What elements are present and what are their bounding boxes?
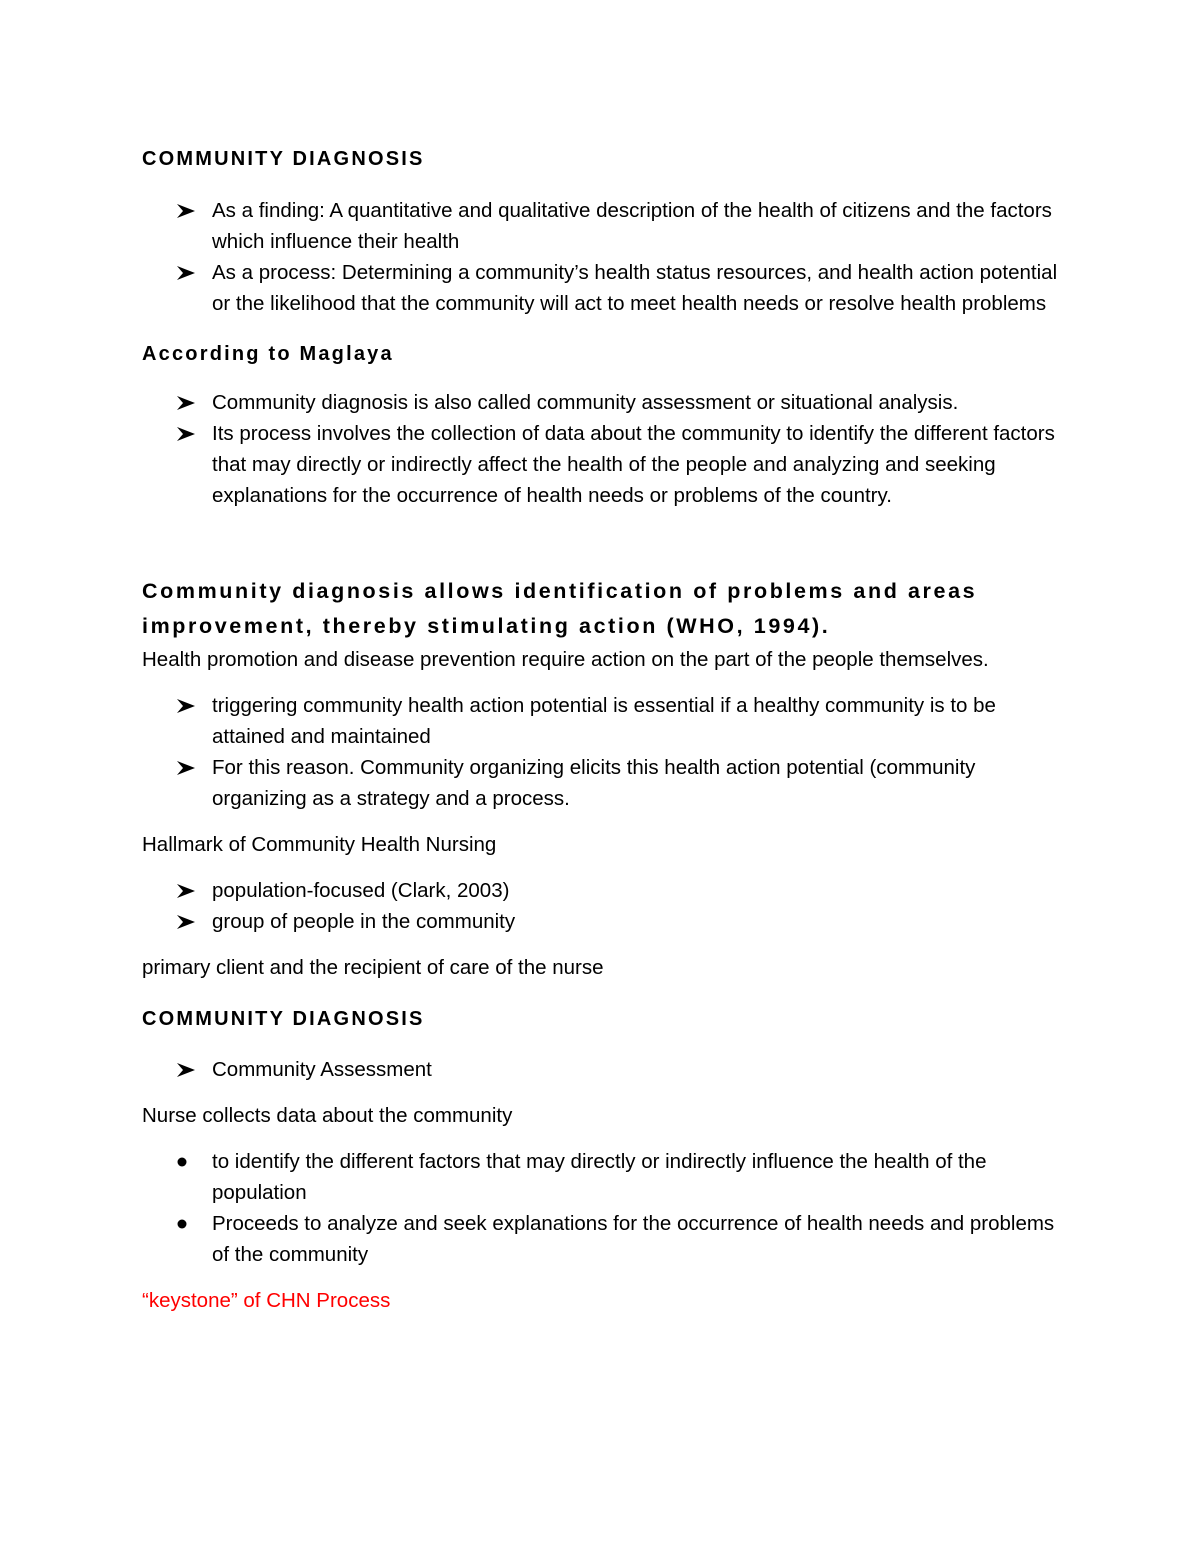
list-item-text: Proceeds to analyze and seek explanations for the occurrence of health needs and problems of the community bbox=[212, 1212, 1055, 1266]
list-item-text: to identify the different factors that may directly or indirectly influence the health of the population bbox=[212, 1150, 987, 1204]
round-bullet-icon bbox=[176, 1146, 198, 1177]
arrowhead-bullet-icon bbox=[176, 257, 198, 288]
list-action-potential bbox=[142, 690, 1062, 814]
list-item-text: As a finding: A quantitative and qualitative description of the health of citizens and the factors which influence their health bbox=[212, 199, 1052, 253]
section-heading-who: Community diagnosis allows identification of problems and areas improvement, thereby stimulating action (WHO, 1994). bbox=[142, 579, 978, 638]
paragraph-hallmark: Hallmark of Community Health Nursing bbox=[142, 833, 497, 856]
document-content bbox=[142, 146, 1062, 1316]
round-bullet-icon bbox=[176, 1208, 198, 1239]
list-finding-process bbox=[142, 195, 1062, 319]
list-item bbox=[142, 690, 1062, 752]
list-item bbox=[142, 1054, 1062, 1085]
section-heading-community-diagnosis: COMMUNITY DIAGNOSIS bbox=[142, 148, 425, 170]
arrowhead-bullet-icon bbox=[176, 195, 198, 226]
arrowhead-bullet-icon bbox=[176, 1054, 198, 1085]
list-item bbox=[142, 906, 1062, 937]
list-nurse-tasks bbox=[142, 1146, 1062, 1270]
list-item bbox=[142, 1146, 1062, 1208]
list-community-assessment bbox=[142, 1054, 1062, 1085]
list-item bbox=[142, 1208, 1062, 1270]
list-hallmark bbox=[142, 875, 1062, 937]
list-item-text: group of people in the community bbox=[212, 910, 516, 933]
list-item-text: Its process involves the collection of data about the community to identify the different factors that may directly or indirectly affect the health of the people and analyzing and seeking explanations for the occurrence of health needs or problems of the country. bbox=[212, 422, 1055, 507]
arrowhead-bullet-icon bbox=[176, 418, 198, 449]
arrowhead-bullet-icon bbox=[176, 875, 198, 906]
list-item-text: For this reason. Community organizing elicits this health action potential (community organizing as a strategy and a process. bbox=[212, 756, 976, 810]
paragraph-health-promotion: Health promotion and disease prevention require action on the part of the people themselves. bbox=[142, 648, 989, 671]
list-item bbox=[142, 387, 1062, 418]
list-item bbox=[142, 418, 1062, 511]
list-item bbox=[142, 752, 1062, 814]
list-item bbox=[142, 875, 1062, 906]
list-item-text: As a process: Determining a community’s health status resources, and health action potential or the likelihood that the community will act to meet health needs or resolve health problems bbox=[212, 261, 1058, 315]
list-item-text: population-focused (Clark, 2003) bbox=[212, 879, 510, 902]
arrowhead-bullet-icon bbox=[176, 752, 198, 783]
paragraph-primary-client: primary client and the recipient of care of the nurse bbox=[142, 956, 604, 979]
section-heading-community-diagnosis-2: COMMUNITY DIAGNOSIS bbox=[142, 1008, 425, 1030]
list-item-text: Community diagnosis is also called community assessment or situational analysis. bbox=[212, 391, 959, 414]
list-item-text: triggering community health action potential is essential if a healthy community is to be attained and maintained bbox=[212, 694, 996, 748]
arrowhead-bullet-icon bbox=[176, 906, 198, 937]
list-item bbox=[142, 257, 1062, 319]
keystone-highlight: “keystone” of CHN Process bbox=[142, 1289, 391, 1312]
arrowhead-bullet-icon bbox=[176, 387, 198, 418]
section-heading-according-to-maglaya: According to Maglaya bbox=[142, 343, 394, 365]
arrowhead-bullet-icon bbox=[176, 690, 198, 721]
list-item-text: Community Assessment bbox=[212, 1058, 432, 1081]
list-item bbox=[142, 195, 1062, 257]
paragraph-nurse-collects: Nurse collects data about the community bbox=[142, 1104, 513, 1127]
list-maglaya bbox=[142, 387, 1062, 511]
